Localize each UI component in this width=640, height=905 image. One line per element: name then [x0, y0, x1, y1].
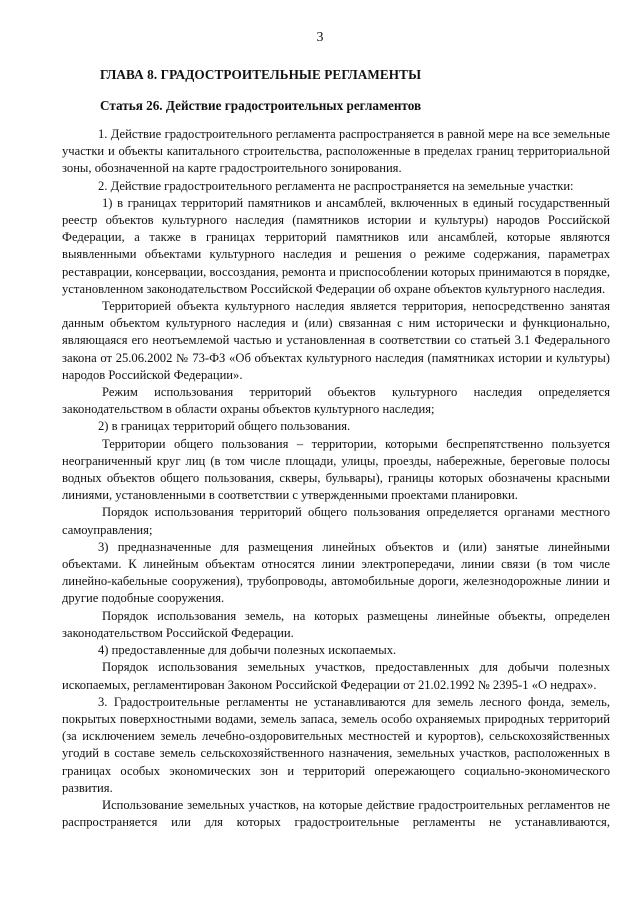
paragraph: Территории общего пользования – территории, которыми беспрепятственно пользуется неограниченный круг лиц (в том числе площади, улицы, проезды, набережные, береговые полосы водных объектов общего пользования, скверы, бульвары), границы которых обозначены красными линиями, установленными в соответствии с утвержденными проектами планировки.: [62, 436, 610, 503]
paragraph: 2. Действие градостроительного регламента не распространяется на земельные участки:: [98, 178, 574, 193]
paragraph: Режим использования территорий объектов культурного наследия определяется законодательством в области охраны объектов культурного наследия;: [62, 385, 610, 417]
paragraph: 1) в границах территорий памятников и ансамблей, включенных в единый государственный реестр объектов культурного наследия (памятников истории и культуры) народов Российской Федерации, а также в границах территорий памятников или ансамблей, которые являются выявленными объектами культурного наследия и решения о режиме содержания, параметрах реставрации, консервации, воссоздания, ремонта и приспособлении которых принимаются в порядке, установленном законодательством Российской Федерации об охране объектов культурного наследия.: [62, 195, 610, 296]
paragraph: Порядок использования территорий общего пользования определяется органами местного самоуправления;: [62, 505, 610, 537]
page-number: 3: [316, 30, 324, 45]
paragraph: Порядок использования земель, на которых размещены линейные объекты, определен законодательством Российской Федерации.: [62, 608, 610, 640]
paragraph: Территорией объекта культурного наследия является территория, непосредственно занятая данным объектом культурного наследия и (или) связанная с ним исторически и функционально, являющаяся его неотъемлемой частью и установленная в соответствии со статьей 3.1 Федерального закона от 25.06.2002 № 73-ФЗ «Об объектах культурного наследия (памятниках истории и культуры) народов Российской Федерации».: [62, 299, 610, 382]
article-title: Статья 26. Действие градостроительных регламентов: [100, 98, 422, 113]
paragraph: 3) предназначенные для размещения линейных объектов и (или) занятые линейными объектами. К линейным объектам относятся линии электропередачи, линии связи (в том числе линейно-кабельные сооружения), трубопроводы, автомобильные дороги, железнодорожные линии и другие подобные сооружения.: [62, 539, 610, 606]
document-body: [62, 126, 610, 831]
paragraph: 2) в границах территорий общего пользования.: [98, 419, 351, 434]
chapter-title: ГЛАВА 8. ГРАДОСТРОИТЕЛЬНЫЕ РЕГЛАМЕНТЫ: [100, 67, 422, 82]
paragraph: 1. Действие градостроительного регламента распространяется в равной мере на все земельные участки и объекты капитального строительства, расположенные в пределах границ территориальной зоны, обозначенной на карте градостроительного зонирования.: [62, 127, 610, 176]
paragraph: Порядок использования земельных участков, предоставленных для добычи полезных ископаемых, регламентирован Законом Российской Федерации от 21.02.1992 № 2395-1 «О недрах».: [62, 660, 610, 692]
paragraph: Использование земельных участков, на которые действие градостроительных регламентов не распространяется или для которых градостроительные регламенты не устанавливаются,: [62, 797, 610, 830]
paragraph: 3. Градостроительные регламенты не устанавливаются для земель лесного фонда, земель, покрытых поверхностными водами, земель запаса, земель особо охраняемых природных территорий (за исключением земель лечебно-оздоровительных местностей и курортов), сельскохозяйственных угодий в составе земель сельскохозяйственного назначения, земельных участков, расположенных в границах особых экономических зон и территорий опережающего социально-экономического развития.: [62, 694, 610, 795]
paragraph: 4) предоставленные для добычи полезных ископаемых.: [98, 643, 397, 658]
